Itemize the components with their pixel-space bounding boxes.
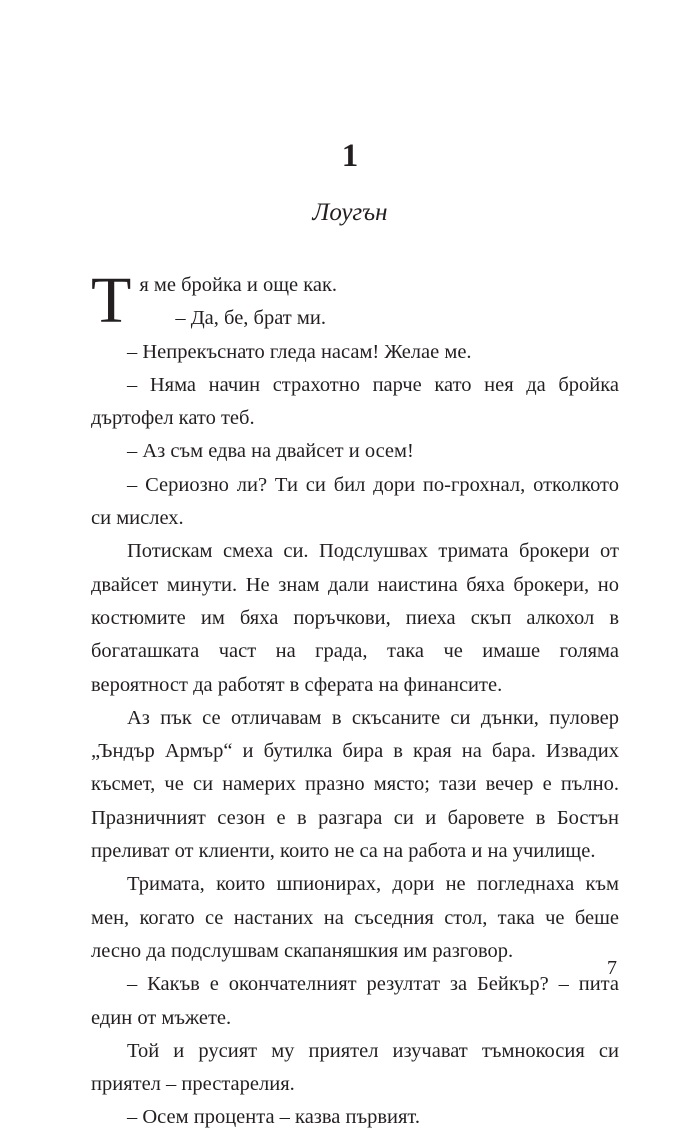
paragraph: Аз пък се отличавам в скъсаните си дънки, пуловер „Ъндър Армър“ и бутилка бира в края на бара. Извадих късмет, че си намерих празно място; тази вечер е пълно. Празничният сезон е в разгара си и баровете в Бостън преливат от клиенти, които не са на работа и на училище. xyxy=(91,706,619,863)
paragraph: – Аз съм едва на двайсет и осем! xyxy=(127,440,414,463)
paragraph: – Да, бе, брат ми. xyxy=(175,307,326,330)
paragraph-first-text: я ме бройка и още как. xyxy=(139,274,338,296)
chapter-number: 1 xyxy=(341,138,359,174)
paragraph: – Осем процента – казва първият. xyxy=(127,1106,420,1129)
paragraph: – Какъв е окончателният резултат за Бейкър? – пита един от мъжете. xyxy=(91,973,619,1029)
body-text xyxy=(91,264,619,1135)
paragraph: Той и русият му приятел изучават тъмнокосия си приятел – престарелия. xyxy=(91,1039,619,1096)
paragraph: – Няма начин страхотно парче като нея да бройка дъртофел като теб. xyxy=(91,373,619,430)
page-number: 7 xyxy=(607,957,617,979)
chapter-title: Лоугън xyxy=(312,199,388,226)
paragraph: – Сериозно ли? Ти си бил дори по-грохнал, отколкото си мислех. xyxy=(91,473,619,530)
drop-cap: Т xyxy=(91,264,132,337)
paragraph: – Непрекъснато гледа насам! Желае ме. xyxy=(127,340,472,363)
paragraph: Потискам смеха си. Подслушвах тримата брокери от двайсет минути. Не знам дали наистина бяха брокери, но костюмите им бяха поръчкови, пиеха скъп алкохол в богаташката част на града, така че имаше голяма вероятност да работят в сферата на финансите. xyxy=(91,540,619,696)
paragraph: Тримата, които шпионирах, дори не погледнаха към мен, когато се настаних на съседния стол, така че беше лесно да подслушвам скапаняшкия им разговор. xyxy=(91,873,619,962)
